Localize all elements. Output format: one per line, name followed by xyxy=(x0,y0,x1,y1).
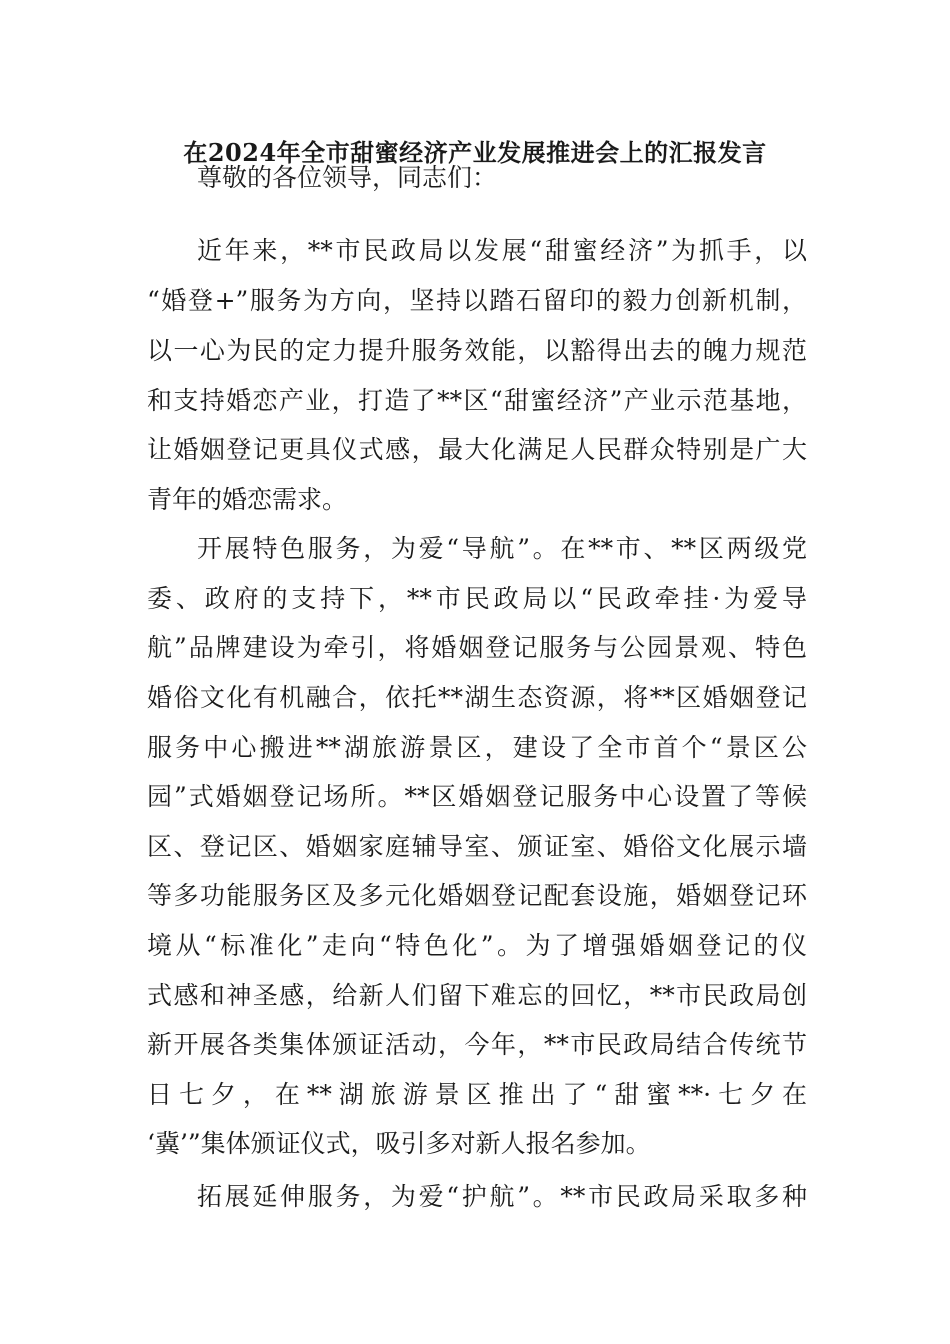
paragraph-2-line-8: 等多功能服务区及多元化婚姻登记配套设施，婚姻登记环 xyxy=(147,881,807,910)
paragraph-1-line-4: 和支持婚恋产业，打造了**区“甜蜜经济”产业示范基地， xyxy=(147,386,807,415)
paragraph-2-line-2: 委、政府的支持下，**市民政局以“民政牵挂·为爱导 xyxy=(147,584,807,613)
paragraph-3-line-1: 拓展延伸服务，为爱“护航”。**市民政局采取多种 xyxy=(197,1182,807,1211)
paragraph-2-line-9: 境从“标准化”走向“特色化”。为了增强婚姻登记的仪 xyxy=(147,931,807,960)
paragraph-2-line-10: 式感和神圣感，给新人们留下难忘的回忆，**市民政局创 xyxy=(147,981,807,1010)
paragraph-2-line-13: ‘冀’”集体颁证仪式，吸引多对新人报名参加。 xyxy=(147,1129,651,1158)
paragraph-1-line-5: 让婚姻登记更具仪式感，最大化满足人民群众特别是广大 xyxy=(147,435,807,464)
paragraph-2-line-12: 日七夕，在**湖旅游景区推出了“甜蜜**·七夕在 xyxy=(147,1080,807,1109)
paragraph-2-line-1: 开展特色服务，为爱“导航”。在**市、**区两级党 xyxy=(197,534,807,563)
paragraph-1-line-6: 青年的婚恋需求。 xyxy=(147,485,348,514)
paragraph-2-line-7: 区、登记区、婚姻家庭辅导室、颁证室、婚俗文化展示墙 xyxy=(147,832,807,861)
paragraph-2-line-6: 园”式婚姻登记场所。**区婚姻登记服务中心设置了等候 xyxy=(147,782,807,811)
paragraph-1-line-3: 以一心为民的定力提升服务效能，以豁得出去的魄力规范 xyxy=(147,336,807,365)
greeting: 尊敬的各位领导，同志们： xyxy=(197,163,498,192)
document-title: 在2024年全市甜蜜经济产业发展推进会上的汇报发言 xyxy=(183,138,767,167)
paragraph-1-line-2: “婚登+”服务为方向，坚持以踏石留印的毅力创新机制， xyxy=(147,286,807,315)
paragraph-2-line-4: 婚俗文化有机融合，依托**湖生态资源，将**区婚姻登记 xyxy=(147,683,807,712)
paragraph-2-line-5: 服务中心搬进**湖旅游景区，建设了全市首个“景区公 xyxy=(147,733,807,762)
paragraph-2-line-3: 航”品牌建设为牵引，将婚姻登记服务与公园景观、特色 xyxy=(147,633,807,662)
paragraph-2-line-11: 新开展各类集体颁证活动，今年，**市民政局结合传统节 xyxy=(147,1030,807,1059)
paragraph-1-line-1: 近年来，**市民政局以发展“甜蜜经济”为抓手，以 xyxy=(197,236,807,265)
